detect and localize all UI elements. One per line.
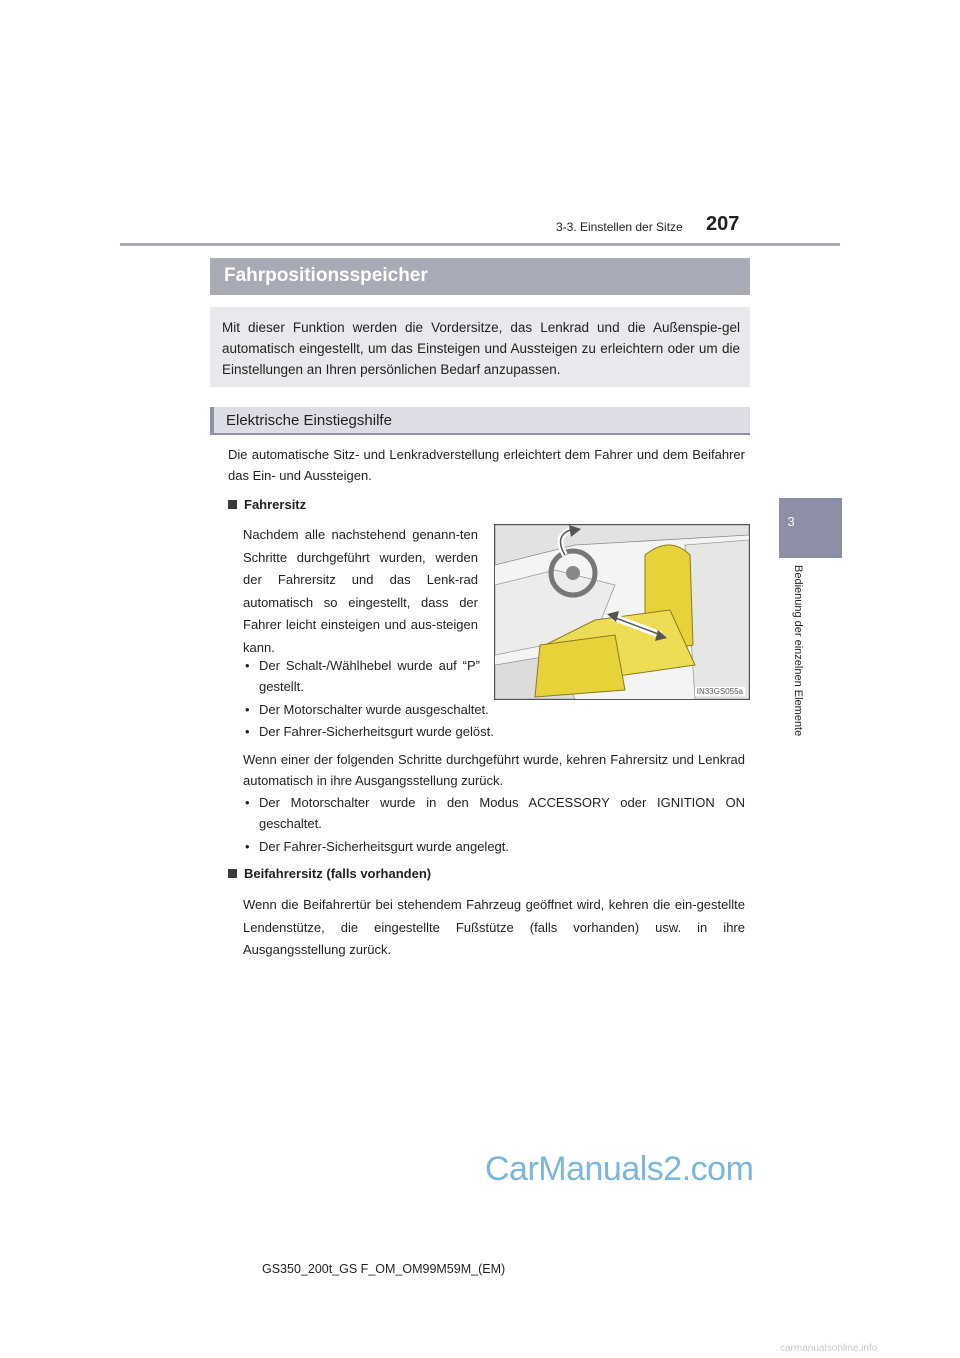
square-bullet-icon <box>228 500 237 509</box>
bullet-dot-icon: • <box>245 795 250 810</box>
list-item: • Der Schalt-/Wählhebel wurde auf “P” gestellt. <box>245 655 480 697</box>
bullet-dot-icon: • <box>245 658 250 673</box>
section-title-bar <box>210 258 750 295</box>
bullet-dot-icon: • <box>245 839 250 854</box>
bullet-dot-icon: • <box>245 702 250 717</box>
subsection-intro: Die automatische Sitz- und Lenkradverstellung erleichtert dem Fahrer und dem Beifahrer das Ein- und Aussteigen. <box>228 447 745 483</box>
passenger-seat-heading-text: Beifahrersitz (falls vorhanden) <box>244 866 432 881</box>
watermark-url: carmanualsonline.info <box>780 1343 878 1354</box>
running-header-chapter: 3-3. Einstellen der Sitze <box>556 220 683 234</box>
passenger-seat-text: Wenn die Beifahrertür bei stehendem Fahrzeug geöffnet wird, kehren die ein-gestellte Lendenstütze, die eingestellte Fußstütze (falls vorhanden) usw. in ihre Ausgangsstellung zurück. <box>243 897 745 957</box>
list-item: • Der Fahrer-Sicherheitsgurt wurde angelegt. <box>245 836 745 857</box>
driver-return-text: Wenn einer der folgenden Schritte durchgeführt wurde, kehren Fahrersitz und Lenkrad automatisch in ihre Ausgangsstellung zurück. <box>243 752 745 788</box>
subsection-title-bar <box>210 407 750 435</box>
list-item: • Der Fahrer-Sicherheitsgurt wurde gelöst. <box>245 721 745 742</box>
passenger-seat-heading <box>228 866 431 881</box>
chapter-tab-label: Bedienung der einzelnen Elemente <box>792 565 804 737</box>
list-item: • Der Motorschalter wurde in den Modus ACCESSORY oder IGNITION ON geschaltet. <box>245 792 745 834</box>
list-item: • Der Motorschalter wurde ausgeschaltet. <box>245 699 745 720</box>
driver-seat-heading <box>228 497 306 512</box>
footer-model-code: GS350_200t_GS F_OM_OM99M59M_(EM) <box>262 1262 506 1276</box>
chapter-tab <box>779 498 842 558</box>
subsection-title: Elektrische Einstiegshilfe <box>226 412 392 429</box>
watermark-logo: CarManuals2.com <box>485 1150 754 1188</box>
driver-seat-heading-text: Fahrersitz <box>244 497 307 512</box>
driver-seat-text: Nachdem alle nachstehend genann-ten Schritte durchgeführt wurden, werden der Fahrersitz und das Lenk-rad automatisch so eingestellt, dass der Fahrer leicht einsteigen und aus-steigen kann. <box>243 527 478 655</box>
page-number: 207 <box>706 213 740 235</box>
seat-steering-drawing <box>495 525 749 699</box>
chapter-tab-number: 3 <box>787 514 795 529</box>
section-title: Fahrpositionsspeicher <box>224 265 428 286</box>
bullet-dot-icon: • <box>245 724 250 739</box>
header-rule <box>120 243 840 246</box>
section-intro-box: Mit dieser Funktion werden die Vordersitze, das Lenkrad und die Außenspie-gel automatisch eingestellt, um das Einsteigen und Aussteigen zu erleichtern oder um die Einstellungen an Ihren persönlichen Bedarf anzupassen. <box>210 307 750 387</box>
seat-illustration <box>494 524 750 700</box>
figure-code: IN33GS055a <box>696 687 743 696</box>
square-bullet-icon <box>228 869 237 878</box>
